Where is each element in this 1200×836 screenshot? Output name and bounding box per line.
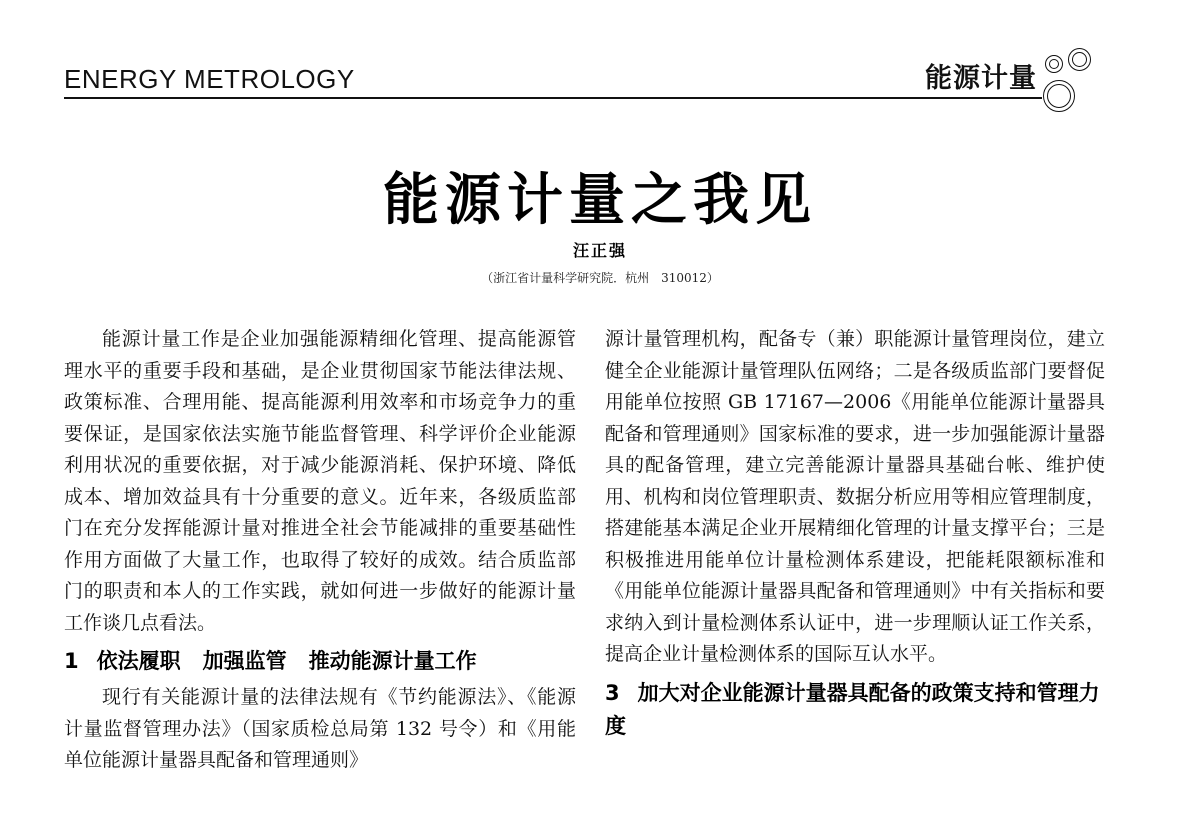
intro-paragraph: 能源计量工作是企业加强能源精细化管理、提高能源管理水平的重要手段和基础，是企业贯彻国家节能法律法规、政策标准、合理用能、提高能源利用效率和市场竞争力的重要保证，是国家依法实施节能监督管理、科学评价企业能源利用状况的重要依据，对于减少能源消耗、保护环境、降低成本、增加效益具有十分重要的意义。近年来，各级质监部门在充分发挥能源计量对推进全社会节能减排的重要基础性作用方面做了大量工作，也取得了较好的成效。结合质监部门的职责和本人的工作实践，就如何进一步做好的能源计量工作谈几点看法。 [64,328,576,634]
section-title-part: 推动能源计量工作 [308,649,477,673]
journal-name-cn: 能源计量 [925,63,1037,94]
article-title: 能源计量之我见 [383,167,817,233]
journal-name-en: ENERGY METROLOGY [64,64,355,94]
section-3-heading [605,677,1105,743]
section-title-part: 依法履职 [96,649,181,673]
author-affiliation: （浙江省计量科学研究院．杭州 310012） [481,271,719,285]
right-column [605,324,1105,747]
section-title: 加大对企业能源计量器具配备的政策支持和管理力度 [605,680,1100,738]
left-column [64,324,576,777]
header-rule [64,97,1042,99]
section-number: 3 [605,680,620,705]
section-1-paragraph: 现行有关能源计量的法律法规有《节约能源法》、《能源计量监督管理办法》（国家质检总局第 132 号令）和《用能单位能源计量器具配备和管理通则》 [64,686,576,771]
section-title-part: 加强监管 [202,649,287,673]
circle-ornament-icon [1043,80,1075,112]
article-author: 汪正强 [572,241,627,260]
circle-ornament-icon [1068,48,1091,71]
section-number: 1 [64,649,79,673]
continued-paragraph: 源计量管理机构，配备专（兼）职能源计量管理岗位，建立健全企业能源计量管理队伍网络；二是各级质监部门要督促用能单位按照 GB 17167—2006《用能单位能源计量器具配备和管理通则》国家标准的要求，进一步加强能源计量器具的配备管理，建立完善能源计量器具基础台帐、维护使用、机构和岗位管理职责、数据分析应用等相应管理制度，搭建能基本满足企业开展精细化管理的计量支撑平台；三是积极推进用能单位计量检测体系建设，把能耗限额标准和《用能单位能源计量器具配备和管理通则》中有关指标和要求纳入到计量检测体系认证中，进一步理顺认证工作关系，提高企业计量检测体系的国际互认水平。 [605,328,1105,665]
circle-ornament-icon [1045,55,1063,73]
section-1-heading [64,645,576,678]
